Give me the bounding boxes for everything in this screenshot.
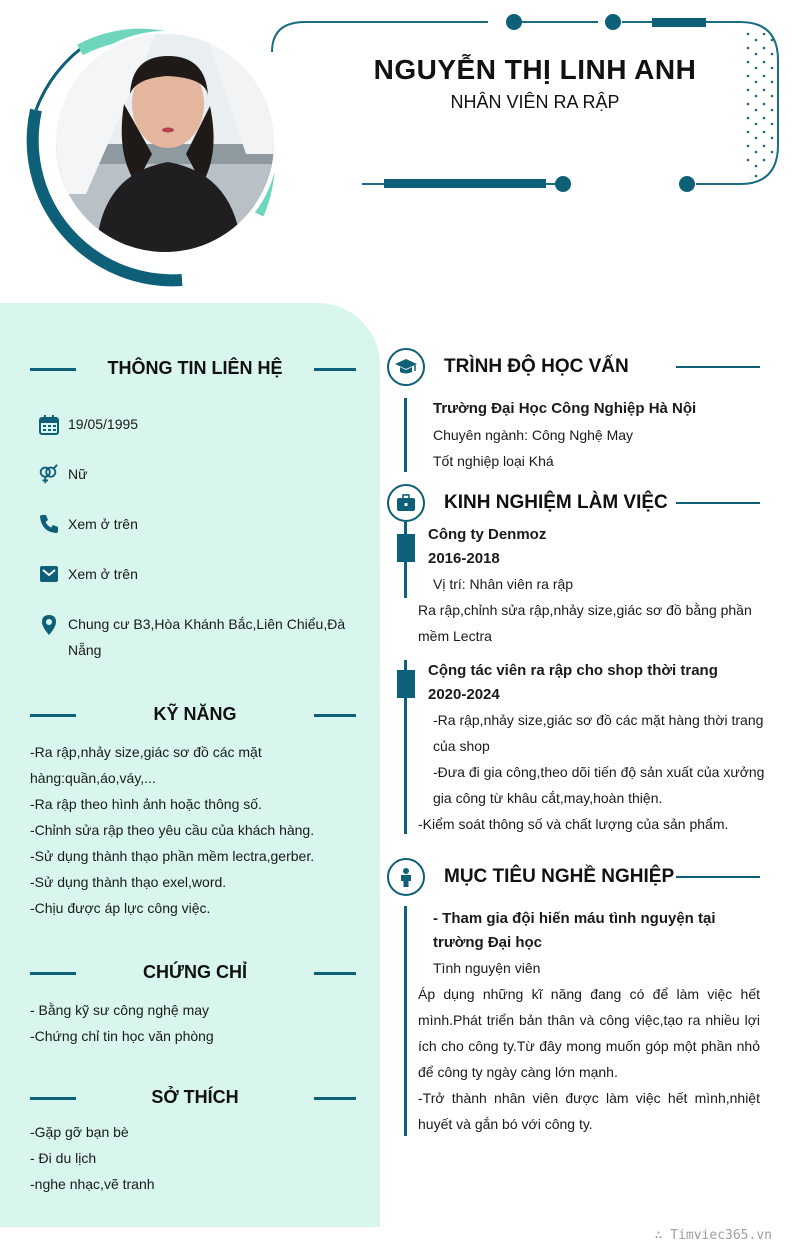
hobbies-title: SỞ THÍCH bbox=[151, 1087, 239, 1107]
school-major: Chuyên ngành: Công Nghệ May bbox=[433, 427, 634, 443]
certificate-item: - Bằng kỹ sư công nghệ may bbox=[30, 1002, 210, 1018]
experience-icon-circle bbox=[387, 484, 425, 522]
divider bbox=[30, 1097, 76, 1100]
job-description: của shop bbox=[433, 738, 490, 754]
gender-icon bbox=[37, 463, 59, 485]
divider bbox=[30, 972, 76, 975]
avatar-photo bbox=[56, 34, 274, 252]
goal-text: để công ty ngày càng lớn mạnh. bbox=[418, 1064, 618, 1080]
person-icon bbox=[399, 867, 413, 887]
skill-item: -Sử dụng thành thạo phần mềm lectra,gerber. bbox=[30, 848, 315, 864]
divider bbox=[676, 876, 760, 878]
address-line-1: Chung cư B3,Hòa Khánh Bắc,Liên Chiểu,Đà bbox=[68, 616, 346, 632]
timeline-line bbox=[404, 398, 407, 472]
skill-item: -Chịu được áp lực công việc. bbox=[30, 900, 211, 916]
birthday-value: 19/05/1995 bbox=[68, 416, 139, 432]
divider bbox=[314, 1097, 356, 1100]
hobby-item: -Gặp gỡ bạn bè bbox=[30, 1124, 129, 1140]
job-description: mềm Lectra bbox=[418, 628, 492, 644]
job-description: Ra rập,chỉnh sửa rập,nhảy size,giác sơ đồ bằng phần bbox=[418, 602, 752, 618]
email-icon bbox=[38, 563, 60, 585]
education-icon-circle bbox=[387, 348, 425, 386]
job-period: 2020-2024 bbox=[428, 686, 500, 703]
skill-item: -Ra rập,nhảy size,giác sơ đồ các mặt bbox=[30, 744, 262, 760]
activity-title: - Tham gia đội hiến máu tình nguyện tại bbox=[433, 910, 716, 927]
hobby-item: -nghe nhạc,vẽ tranh bbox=[30, 1176, 155, 1192]
skills-title: KỸ NĂNG bbox=[153, 704, 237, 724]
skill-item: -Sử dụng thành thạo exel,word. bbox=[30, 874, 227, 890]
divider bbox=[676, 502, 760, 504]
job-description: -Đưa đi gia công,theo dõi tiến độ sản xuất của xưởng bbox=[433, 764, 765, 780]
job-description: gia công từ khâu cắt,may,hoàn thiện. bbox=[433, 790, 663, 806]
phone-value: Xem ở trên bbox=[68, 516, 138, 532]
phone-icon bbox=[38, 513, 60, 535]
divider bbox=[30, 368, 76, 371]
contact-title: THÔNG TIN LIÊN HỆ bbox=[107, 358, 283, 378]
address-line-2: Nẵng bbox=[68, 642, 102, 658]
divider bbox=[314, 714, 356, 717]
experience-title: KINH NGHIỆM LÀM VIỆC bbox=[444, 492, 668, 513]
skill-item: -Ra rập theo hình ảnh hoặc thông số. bbox=[30, 796, 262, 812]
job-company: Công ty Denmoz bbox=[428, 526, 547, 543]
certificate-item: -Chứng chỉ tin học văn phòng bbox=[30, 1028, 214, 1044]
skill-item: hàng:quần,áo,váy,... bbox=[30, 770, 156, 786]
email-value: Xem ở trên bbox=[68, 566, 138, 582]
briefcase-icon bbox=[396, 494, 416, 512]
gender-value: Nữ bbox=[68, 466, 88, 482]
goal-text: huyết và gắn bó với công ty. bbox=[418, 1116, 593, 1132]
location-icon bbox=[38, 614, 60, 636]
avatar bbox=[56, 34, 274, 252]
goals-title: MỤC TIÊU NGHỀ NGHIỆP bbox=[444, 866, 675, 887]
divider bbox=[30, 714, 76, 717]
goal-text: Áp dụng những kĩ năng đang có để làm việc hết bbox=[418, 986, 760, 1002]
timeline-marker bbox=[397, 534, 415, 562]
candidate-name: NGUYỄN THỊ LINH ANH bbox=[373, 54, 697, 85]
job-period: 2016-2018 bbox=[428, 550, 500, 567]
skill-item: -Chỉnh sửa rập theo yêu cầu của khách hàng. bbox=[30, 822, 315, 838]
school-name: Trường Đại Học Công Nghiệp Hà Nội bbox=[433, 400, 697, 417]
timeline-marker bbox=[397, 670, 415, 698]
goal-text: -Trở thành nhân viên được làm việc hết mình,nhiệt bbox=[418, 1090, 760, 1106]
hobby-item: - Đi du lịch bbox=[30, 1150, 97, 1166]
graduation-cap-icon bbox=[394, 357, 418, 377]
divider bbox=[314, 972, 356, 975]
activity-title: trường Đại học bbox=[433, 934, 543, 951]
goal-text: mình.Phát triển bản thân và công việc,tạo ra nhiều lợi bbox=[418, 1012, 760, 1028]
job-description: -Ra rập,nhảy size,giác sơ đồ các mặt hàng thời trang bbox=[433, 712, 764, 728]
job-description: -Kiểm soát thông số và chất lượng của sản phẩm. bbox=[418, 816, 729, 832]
education-title: TRÌNH ĐỘ HỌC VẤN bbox=[444, 356, 629, 377]
activity-role: Tình nguyện viên bbox=[433, 960, 541, 976]
school-grade: Tốt nghiệp loại Khá bbox=[433, 453, 554, 469]
goals-icon-circle bbox=[387, 858, 425, 896]
goal-text: ích cho công ty.Từ đây mong muốn góp một phần nhỏ bbox=[418, 1038, 760, 1054]
divider bbox=[314, 368, 356, 371]
timeline-line bbox=[404, 906, 407, 1136]
job-position: Vị trí: Nhân viên ra rập bbox=[433, 576, 574, 592]
candidate-role: NHÂN VIÊN RA RẬP bbox=[450, 92, 620, 112]
watermark: ∴ Timviec365.vn bbox=[654, 1228, 772, 1243]
job-company: Cộng tác viên ra rập cho shop thời trang bbox=[428, 662, 718, 679]
calendar-icon bbox=[38, 414, 60, 436]
certificates-title: CHỨNG CHỈ bbox=[143, 962, 247, 982]
divider bbox=[676, 366, 760, 368]
